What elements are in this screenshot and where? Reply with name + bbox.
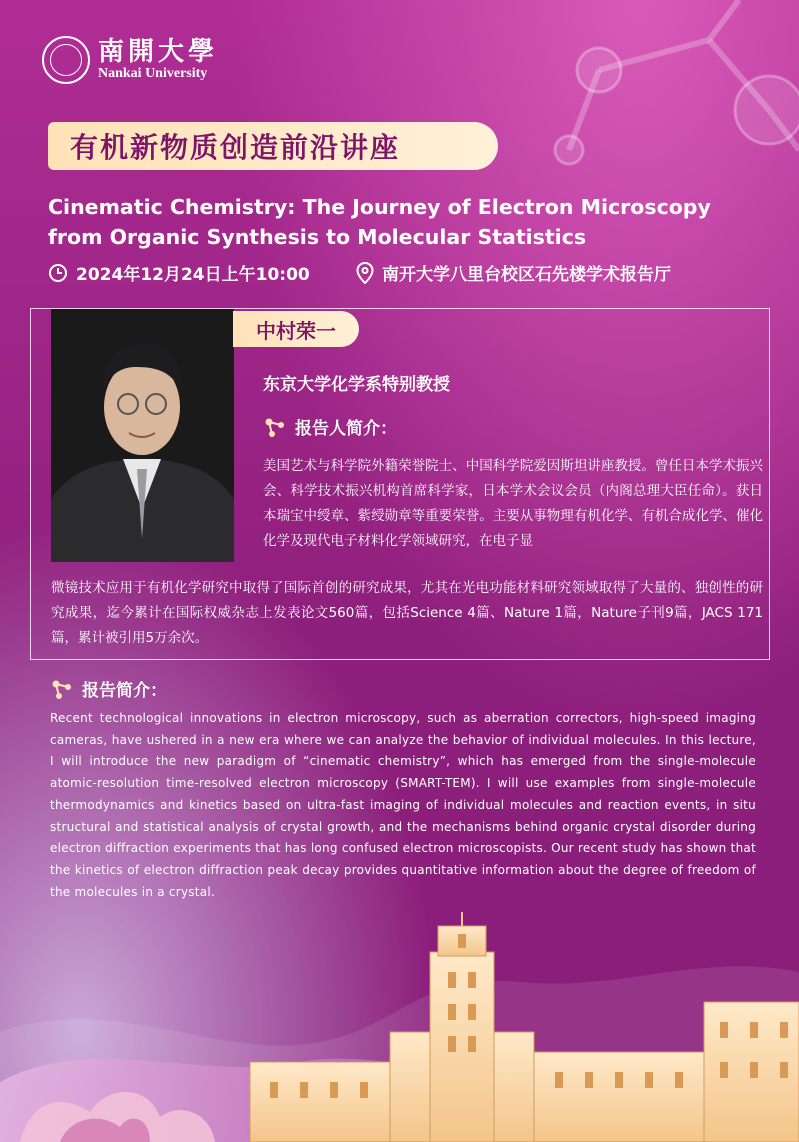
abstract-text: Recent technological innovations in electron microscopy, such as aberration correctors, high-speed imaging cameras, have ushered in a new era where we can analyze the behavior of individual molecules. In this lecture, I will introduce the new paradigm of “cinematic chemistry”, which has emerged from the single-molecule atomic-resolution time-resolved electron microscopy (SMART-TEM). I will use examples from single-molecule thermodynamics and kinetics based on ultra-fast imaging of individual molecules and reaction events, in situ structural and statistical analysis of crystal growth, and the mechanisms behind organic crystal disorder during electron diffraction experiments that has long confused electron microscopists. Our recent study has shown that the kinetics of electron diffraction peak decay provides quantitative information about the degree of freedom of the molecules in a crystal. <box>50 711 756 899</box>
datetime-row <box>48 260 310 285</box>
series-banner <box>48 122 498 170</box>
clock-icon <box>48 263 68 283</box>
logo-english: Nankai University <box>98 66 208 81</box>
speaker-name-tag <box>233 311 359 347</box>
location-row <box>356 260 671 285</box>
abstract-heading-text: 报告简介： <box>82 681 167 701</box>
speaker-name: 中村荣一 <box>256 318 336 343</box>
bio-text-part1: 美国艺术与科学院外籍荣誉院士、中国科学院爱因斯坦讲座教授。曾任日本学术振兴会、科学技术振兴机构首席科学家，日本学术会议会员（内阁总理大臣任命）。获日本瑞宝中绶章、紫绶勋章等重要荣誉。主要从事物理有机化学、有机合成化学、催化化学及现代电子材料化学领域研究，在电子显 <box>263 458 763 549</box>
location-pin-icon <box>356 262 374 284</box>
lecture-title: Cinematic Chemistry: The Journey of Electron Microscopy from Organic Synthesis to Molecular Statistics <box>48 195 711 249</box>
location-text: 南开大学八里台校区石先楼学术报告厅 <box>382 265 671 285</box>
campus-illustration <box>0 912 799 1142</box>
speaker-affiliation: 东京大学化学系特别教授 <box>263 375 450 395</box>
datetime-text: 2024年12月24日上午10:00 <box>76 265 310 285</box>
bio-text-part2: 微镜技术应用于有机化学研究中取得了国际首创的研究成果，尤其在光电功能材料研究领域取得了大量的、独创性的研究成果，迄今累计在国际权威杂志上发表论文560篇，包括Science 4篇、Nature 1篇，Nature子刊9篇，JACS 171 篇，累计被引用5万余次。 <box>51 580 763 646</box>
abstract-heading <box>50 676 167 701</box>
university-seal-icon <box>42 36 90 84</box>
speaker-photo <box>51 309 234 562</box>
logo-chinese: 南開大學 <box>98 37 219 67</box>
molecule-icon <box>50 678 74 700</box>
molecule-icon <box>263 416 287 438</box>
bio-heading-text: 报告人简介： <box>295 419 397 439</box>
series-title: 有机新物质创造前沿讲座 <box>70 131 401 164</box>
bio-heading <box>263 414 397 439</box>
university-logo <box>42 36 218 84</box>
